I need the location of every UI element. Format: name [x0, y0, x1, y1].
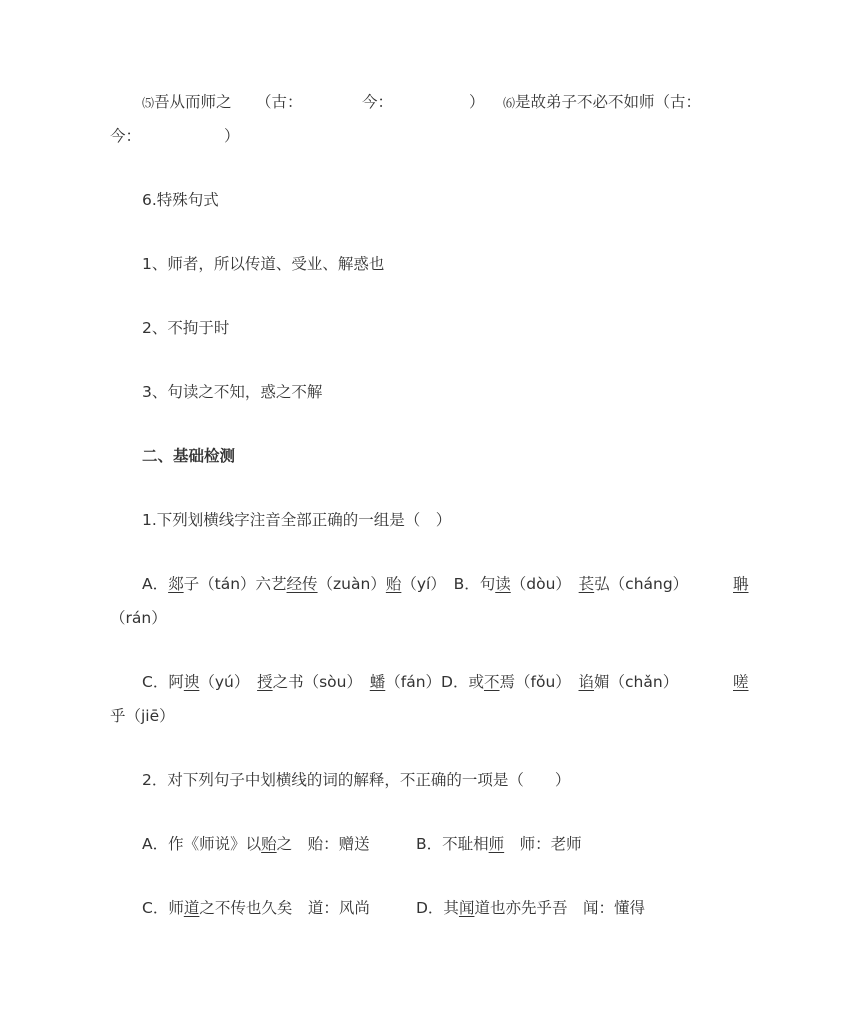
item-5-gu-blank: （古： [256, 93, 303, 111]
item-5-jin-blank: 今： [362, 93, 394, 111]
underlined-char: 郯 [168, 575, 184, 593]
item-5-text: 吾从而师之 [154, 93, 232, 111]
question-1-options-cd-cont: 乎（jiē） [110, 707, 175, 725]
option-text: B．不耻相 [416, 835, 489, 853]
option-text: 弘（cháng） [594, 575, 696, 593]
sentence-3: 3、句读之不知，惑之不解 [142, 383, 323, 401]
option-text: 子（tán）六艺 [183, 575, 287, 593]
section-heading-basic-test: 二、基础检测 [142, 447, 236, 465]
heading-special-sentences: 6.特殊句式 [142, 191, 219, 209]
item-6 [503, 92, 701, 113]
underlined-char: 闻 [458, 899, 475, 917]
underlined-char: 授 [257, 673, 273, 691]
option-a-label: A． [142, 575, 169, 593]
underlined-char: 聃 [733, 575, 749, 593]
underlined-char: 贻 [261, 835, 277, 853]
question-2-option-c [142, 898, 370, 918]
question-2-stem: 2．对下列句子中划横线的词的解释，不正确的一项是（ ） [142, 771, 571, 789]
underlined-char: 蟠 [369, 673, 386, 691]
question-1-options-cd [142, 672, 686, 692]
item-6-jin-blank: 今： [110, 127, 142, 145]
sentence-2: 2、不拘于时 [142, 319, 230, 337]
underlined-char: 师 [488, 835, 505, 853]
item-6-text: 是故弟子不必不如师（古： [515, 93, 702, 111]
underlined-char: 苌 [578, 575, 595, 593]
underlined-char: 经传 [286, 575, 318, 593]
question-1-options-ab [142, 574, 696, 594]
option-text: C．师 [142, 899, 184, 917]
option-text: D．其 [416, 899, 459, 917]
option-c-label: C．阿 [142, 673, 184, 691]
item-5 [142, 92, 232, 113]
item-6-close: ） [224, 127, 240, 145]
question-2-option-d [416, 898, 645, 918]
underlined-char: 嗟 [733, 673, 749, 691]
option-text: 焉（fǒu） [499, 673, 579, 691]
sentence-1: 1、师者，所以传道、受业、解惑也 [142, 255, 385, 273]
question-2-option-a [142, 834, 370, 854]
underlined-char: 谀 [183, 673, 200, 691]
option-text: 之书（sòu） [272, 673, 370, 691]
option-text: 师：老师 [504, 835, 582, 853]
underlined-char: 谄 [578, 673, 595, 691]
underlined-char: 读 [495, 575, 511, 593]
option-text: （yí） B．句 [401, 575, 496, 593]
option-text: （dòu） [510, 575, 579, 593]
option-text: 道也亦先乎吾 闻：懂得 [474, 899, 645, 917]
item-6-number: ⑹ [503, 96, 516, 110]
option-text: （fán）D．或 [385, 673, 484, 691]
option-text: 媚（chǎn） [594, 673, 686, 691]
option-text: （zuàn） [317, 575, 386, 593]
underlined-char: 不 [483, 673, 500, 691]
option-text: A．作《师说》以 [142, 835, 262, 853]
option-text: 之 贻：赠送 [276, 835, 370, 853]
question-1-stem: 1.下列划横线字注音全部正确的一组是（ ） [142, 511, 452, 529]
option-d-underlined-last [733, 672, 749, 692]
underlined-char: 道 [183, 899, 200, 917]
item-5-number: ⑸ [142, 96, 155, 110]
underlined-char: 贻 [385, 575, 402, 593]
item-5-close: ） [469, 93, 485, 111]
option-text: 之不传也久矣 道：风尚 [199, 899, 370, 917]
question-1-options-ab-cont: （rán） [110, 609, 167, 627]
option-b-underlined-last [733, 574, 749, 594]
question-2-option-b [416, 834, 582, 854]
option-text: （yú） [199, 673, 258, 691]
